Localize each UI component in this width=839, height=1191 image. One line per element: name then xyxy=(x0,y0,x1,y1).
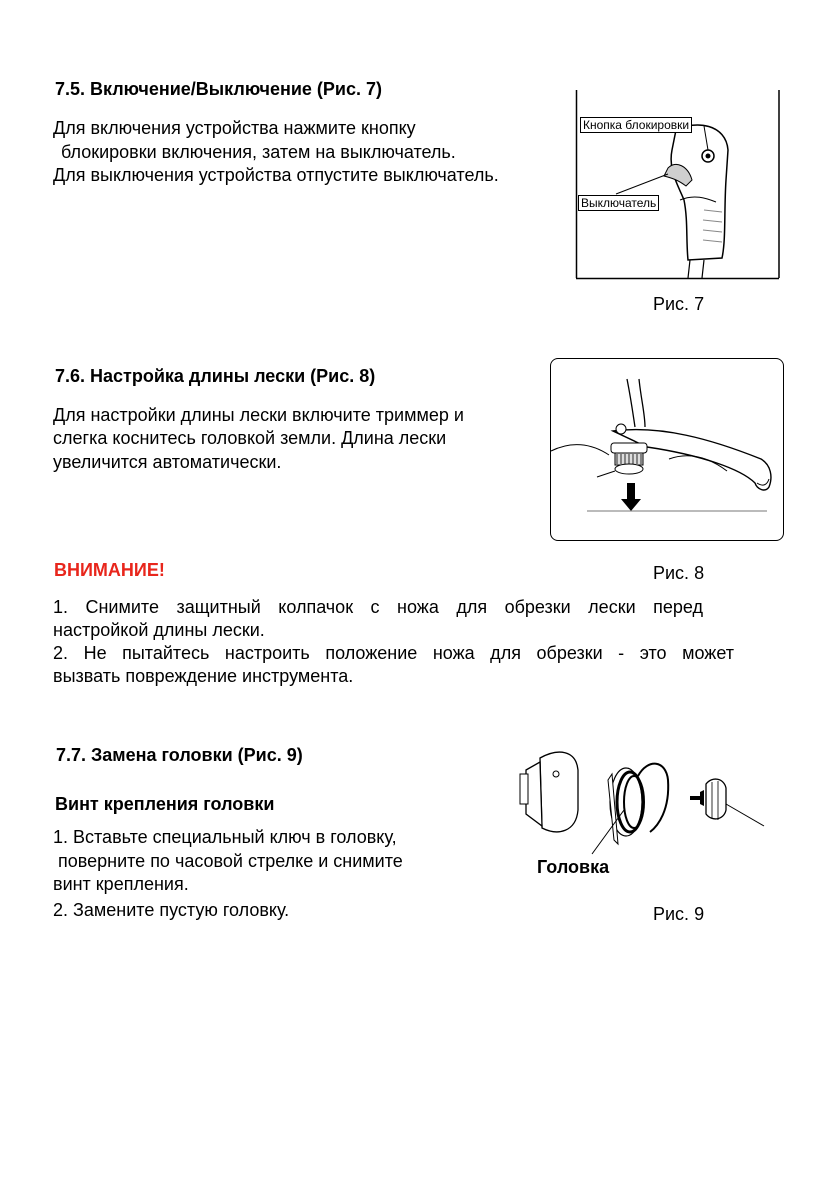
lock-button-label: Кнопка блокировки xyxy=(580,117,692,133)
section-7-6-title: 7.6. Настройка длины лески (Рис. 8) xyxy=(55,366,376,386)
figure-7-caption: Рис. 7 xyxy=(653,294,705,314)
warning-title: ВНИМАНИЕ! xyxy=(54,560,165,580)
section-7-6-line-2: слегка коснитесь головкой земли. Длина лески xyxy=(53,428,447,448)
trimmer-head-drawing xyxy=(551,359,785,542)
figure-8-caption: Рис. 8 xyxy=(653,563,705,583)
warning-item-2: 2. Не пытайтесь настроить положение ножа для обрезки - это может xyxy=(53,643,734,663)
figure-8 xyxy=(550,358,784,541)
section-7-7-line-2: поверните по часовой стрелке и снимите xyxy=(58,851,403,871)
section-7-5-line-1: Для включения устройства нажмите кнопку xyxy=(53,118,416,138)
section-7-7-line-3: винт крепления. xyxy=(53,874,189,894)
head-parts-drawing xyxy=(518,740,768,850)
warning-item-2-cont: вызвать повреждение инструмента. xyxy=(53,666,354,686)
head-label: Головка xyxy=(537,857,610,877)
figure-9 xyxy=(518,740,768,850)
switch-label: Выключатель xyxy=(578,195,659,211)
section-7-5-line-2: блокировки включения, затем на выключатель. xyxy=(61,142,456,162)
section-7-5-title: 7.5. Включение/Выключение (Рис. 7) xyxy=(55,79,382,99)
section-7-7-line-1: 1. Вставьте специальный ключ в головку, xyxy=(53,827,397,847)
section-7-6-line-1: Для настройки длины лески включите триммер и xyxy=(53,405,464,425)
section-7-7-line-4: 2. Замените пустую головку. xyxy=(53,900,290,920)
section-7-5-line-3: Для выключения устройства отпустите выключатель. xyxy=(53,165,499,185)
figure-7 xyxy=(576,90,780,280)
figure-9-caption: Рис. 9 xyxy=(653,904,705,924)
warning-item-1-cont: настройкой длины лески. xyxy=(53,620,265,640)
section-7-7-subtitle: Винт крепления головки xyxy=(55,794,275,814)
warning-item-1: 1. Снимите защитный колпачок с ножа для обрезки лески перед xyxy=(53,597,703,617)
section-7-7-title: 7.7. Замена головки (Рис. 9) xyxy=(56,745,303,765)
section-7-6-line-3: увеличится автоматически. xyxy=(53,452,282,472)
